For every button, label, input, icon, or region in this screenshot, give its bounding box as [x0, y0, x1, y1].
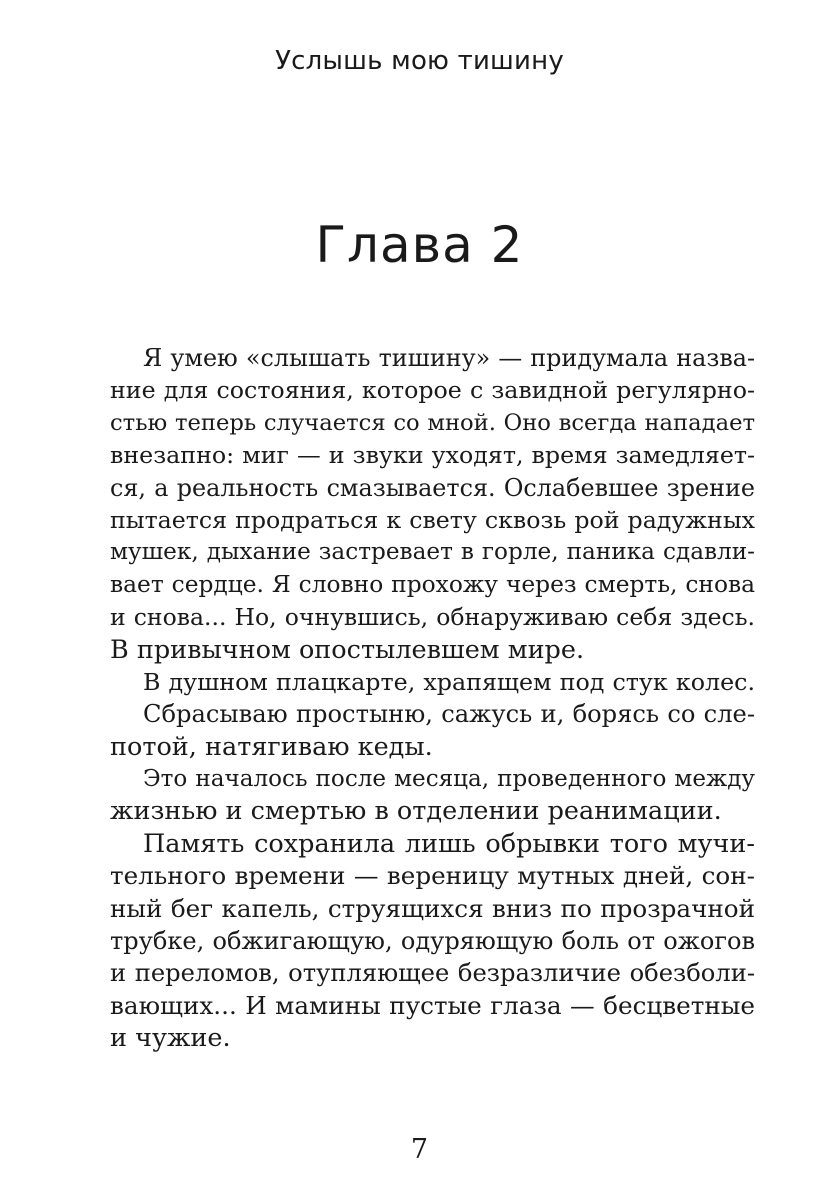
text-line: ный бег капель, струящихся вниз по прозрачной: [110, 893, 755, 923]
text-line: В душном плацкарте, храпящем под стук колес.: [143, 667, 755, 696]
text-line: стью теперь случается со мной. Оно всегда нападает: [110, 409, 755, 436]
page-number: 7: [410, 1134, 429, 1165]
text-line: и чужие.: [110, 1023, 231, 1054]
text-line: трубке, обжигающую, одуряющую боль от ожогов: [110, 927, 755, 956]
text-line: внезапно: миг — и звуки уходят, время замедляет-: [110, 441, 755, 470]
text-line: Сбрасываю простыню, сажусь и, борясь со сле-: [143, 700, 755, 729]
text-line: Я умею «слышать тишину» — придумала назва-: [143, 344, 755, 372]
text-line: вает сердце. Я словно прохожу через смерть, снова: [110, 570, 755, 598]
text-line: В привычном опостылевшем мире.: [110, 634, 585, 665]
text-line: пытается продраться к свету сквозь рой радужных: [110, 505, 755, 534]
text-line: тельного времени — вереницу мутных дней, сон-: [110, 861, 755, 891]
body-text: [110, 342, 755, 1055]
text-line: Это началось после месяца, проведенного между: [143, 766, 755, 793]
text-line: ся, а реальность смазывается. Ослабевшее зрение: [110, 473, 755, 502]
text-line: вающих... И мамины пустые глаза — бесцветные: [110, 990, 755, 1020]
text-line: мушек, дыхание застревает в горле, паника сдавли-: [110, 538, 755, 566]
chapter-title: Глава 2: [315, 216, 524, 274]
text-line: потой, натягиваю кеды.: [110, 731, 433, 762]
text-line: и снова... Но, очнувшись, обнаруживаю себя здесь.: [110, 603, 755, 632]
text-line: Память сохранила лишь обрывки того мучи-: [143, 828, 755, 859]
text-line: и переломов, отупляющее безразличие обезболи-: [110, 959, 755, 988]
running-head: Услышь мою тишину: [275, 46, 564, 76]
text-line: жизнью и смертью в отделении реанимации.: [110, 796, 722, 827]
text-line: ние для состояния, которое с завидной регулярно-: [110, 376, 755, 405]
